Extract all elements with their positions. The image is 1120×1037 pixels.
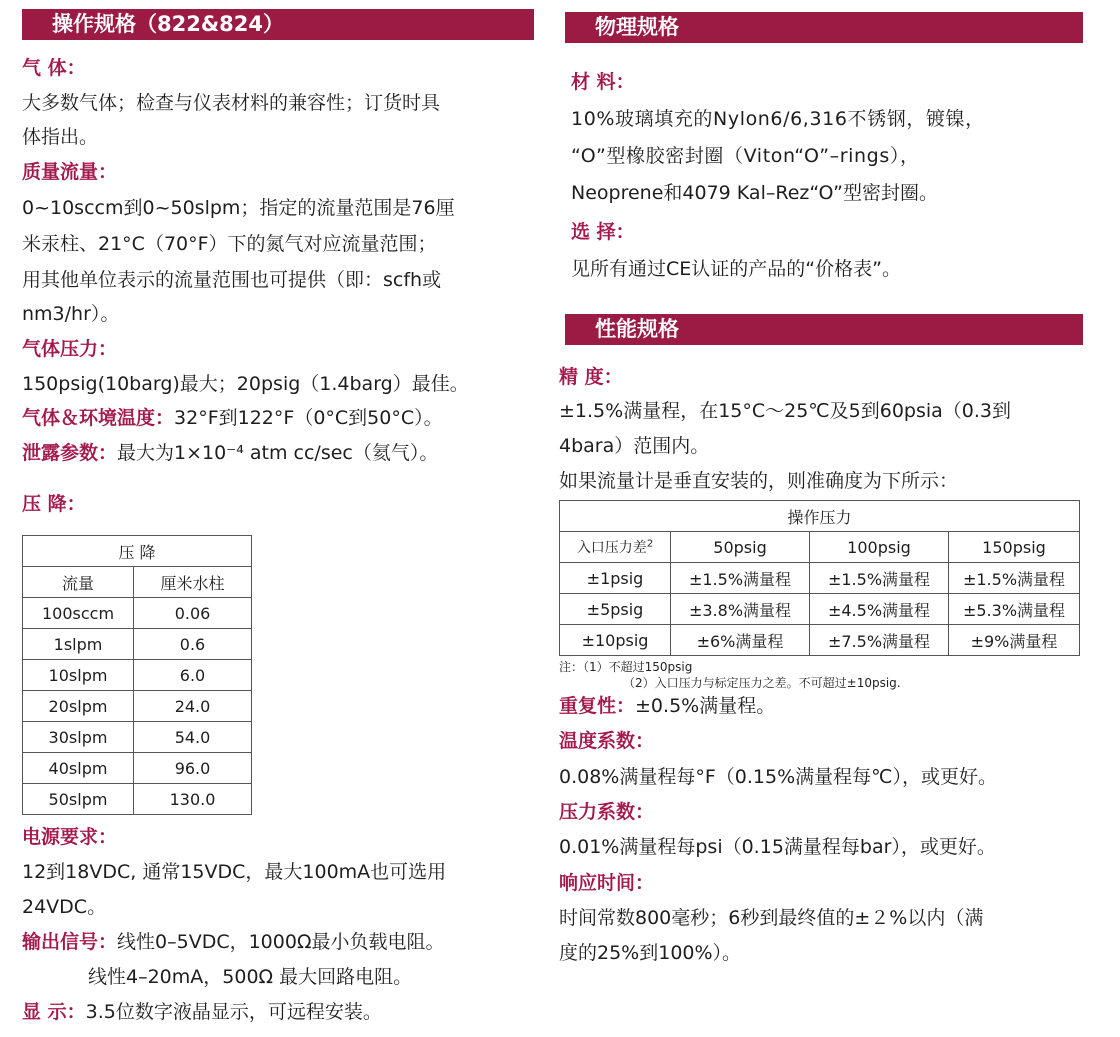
options-text: 见所有通过CE认证的产品的“价格表”。 — [571, 258, 901, 280]
flow-cell: 10slpm — [23, 660, 134, 691]
value-cell: ±3.8%满量程 — [671, 594, 810, 625]
accuracy-text: 4bara）范围内。 — [559, 435, 710, 457]
accuracy-table — [559, 500, 1080, 656]
table-row — [23, 722, 252, 753]
section-title: 操作规格（822&824） — [52, 12, 284, 36]
display-label: 显 示： — [22, 1001, 86, 1023]
section-header-operation — [22, 9, 534, 40]
table-row — [23, 629, 252, 660]
output-row — [22, 930, 444, 954]
section-header-physical — [565, 12, 1083, 43]
flow-cell: 50slpm — [23, 784, 134, 815]
temperature-text: 32°F到122°F（0°C到50°C）。 — [174, 407, 443, 429]
flow-cell: 100sccm — [23, 598, 134, 629]
flow-cell: 1slpm — [23, 629, 134, 660]
group-header: 操作压力 — [560, 501, 1080, 532]
value-cell: 0.6 — [134, 629, 252, 660]
material-text: 10%玻璃填充的Nylon6/6,316不锈钢，镀镍， — [571, 108, 985, 130]
power-label: 电源要求： — [22, 826, 118, 848]
value-cell: ±5.3%满量程 — [949, 594, 1080, 625]
table-row — [560, 594, 1080, 625]
temp-coeff-label: 温度系数： — [559, 730, 655, 752]
table-row — [23, 784, 252, 815]
repeatability-label: 重复性： — [559, 695, 636, 717]
value-cell: ±9%满量程 — [949, 625, 1080, 656]
temperature-row — [22, 406, 443, 430]
gas-text: 体指出。 — [22, 126, 99, 148]
table-row — [560, 625, 1080, 656]
flow-cell: 20slpm — [23, 691, 134, 722]
value-cell: 24.0 — [134, 691, 252, 722]
value-cell: 96.0 — [134, 753, 252, 784]
diff-cell: ±1psig — [560, 563, 671, 594]
value-cell: 6.0 — [134, 660, 252, 691]
leak-text: 最大为1×10⁻⁴ atm cc/sec（氦气）。 — [117, 442, 439, 464]
gas-text: 大多数气体；检查与仪表材料的兼容性；订货时具 — [22, 92, 441, 114]
corner-footnote: 2 — [646, 538, 654, 550]
value-cell: ±6%满量程 — [671, 625, 810, 656]
temperature-label: 气体＆环境温度： — [22, 407, 175, 429]
output-label: 输出信号： — [22, 931, 118, 953]
note-line: 注：（1）不超过150psig — [559, 660, 693, 674]
mass-flow-text: 用其他单位表示的流量范围也可提供（即：scfh或 — [22, 269, 442, 291]
leak-row — [22, 441, 438, 465]
accuracy-text: ±1.5%满量程，在15°C～25℃及5到60psia（0.3到 — [559, 400, 1012, 422]
response-text: 时间常数800毫秒；6秒到最终值的±２%以内（满 — [559, 907, 984, 929]
table-row — [560, 563, 1080, 594]
power-text: 24VDC。 — [22, 896, 107, 918]
gas-pressure-text: 150psig(10barg)最大；20psig（1.4barg）最佳。 — [22, 373, 469, 395]
section-header-performance — [565, 314, 1083, 345]
table-row — [23, 598, 252, 629]
section-title: 物理规格 — [595, 15, 679, 39]
value-cell: 0.06 — [134, 598, 252, 629]
value-cell: 54.0 — [134, 722, 252, 753]
value-cell: ±4.5%满量程 — [810, 594, 949, 625]
response-text: 度的25%到100%）。 — [559, 942, 742, 964]
options-label: 选 择： — [571, 221, 635, 243]
material-text: Neoprene和4079 Kal–Rez“O”型密封圈。 — [571, 182, 938, 204]
material-text: “O”型橡胶密封圈（Viton“O”–rings）， — [571, 145, 920, 167]
display-text: 3.5位数字液晶显示，可远程安装。 — [85, 1001, 382, 1023]
output-text: 线性4–20mA，500Ω 最大回路电阻。 — [88, 966, 413, 988]
value-cell: ±1.5%满量程 — [949, 563, 1080, 594]
mass-flow-label: 质量流量： — [22, 161, 118, 183]
table-row — [23, 753, 252, 784]
repeatability-text: ±0.5%满量程。 — [635, 695, 776, 717]
power-text: 12到18VDC, 通常15VDC，最大100mA也可选用 — [22, 861, 447, 883]
table-header-flow: 流量 — [23, 567, 134, 598]
diff-cell: ±10psig — [560, 625, 671, 656]
pressure-coeff-label: 压力系数： — [559, 801, 655, 823]
display-row — [22, 1000, 382, 1024]
gas-pressure-label: 气体压力： — [22, 338, 118, 360]
col-header: 150psig — [949, 532, 1080, 563]
flow-cell: 30slpm — [23, 722, 134, 753]
gas-label: 气 体： — [22, 57, 86, 79]
value-cell: ±1.5%满量程 — [671, 563, 810, 594]
value-cell: ±1.5%满量程 — [810, 563, 949, 594]
material-label: 材 料： — [571, 71, 635, 93]
table-header-water-column: 厘米水柱 — [134, 567, 252, 598]
flow-cell: 40slpm — [23, 753, 134, 784]
repeatability-row — [559, 694, 775, 718]
leak-label: 泄露参数： — [22, 442, 118, 464]
note-line: （2）入口压力与标定压力之差。不可超过±10psig. — [623, 676, 901, 690]
col-header: 50psig — [671, 532, 810, 563]
mass-flow-text: 0~10sccm到0~50slpm；指定的流量范围是76厘 — [22, 197, 455, 219]
value-cell: 130.0 — [134, 784, 252, 815]
pressure-coeff-text: 0.01%满量程每psi（0.15满量程每bar），或更好。 — [559, 836, 996, 858]
pressure-drop-label: 压 降： — [22, 493, 86, 515]
table-row — [23, 660, 252, 691]
corner-label: 入口压力差 — [576, 540, 647, 556]
diff-cell: ±5psig — [560, 594, 671, 625]
value-cell: ±7.5%满量程 — [810, 625, 949, 656]
response-label: 响应时间： — [559, 872, 655, 894]
col-header: 100psig — [810, 532, 949, 563]
table-row — [23, 691, 252, 722]
corner-header — [560, 532, 671, 563]
mass-flow-text: 米汞柱、21°C（70°F）下的氮气对应流量范围； — [22, 233, 437, 255]
pressure-drop-table — [22, 535, 252, 815]
accuracy-text: 如果流量计是垂直安装的，则准确度为下所示： — [559, 470, 959, 492]
accuracy-label: 精 度： — [559, 366, 623, 388]
output-text: 线性0–5VDC，1000Ω最小负载电阻。 — [117, 931, 445, 953]
temp-coeff-text: 0.08%满量程每°F（0.15%满量程每℃），或更好。 — [559, 766, 997, 788]
table-title: 压 降 — [23, 536, 252, 567]
mass-flow-text: nm3/hr）。 — [22, 303, 120, 325]
section-title: 性能规格 — [595, 317, 679, 341]
